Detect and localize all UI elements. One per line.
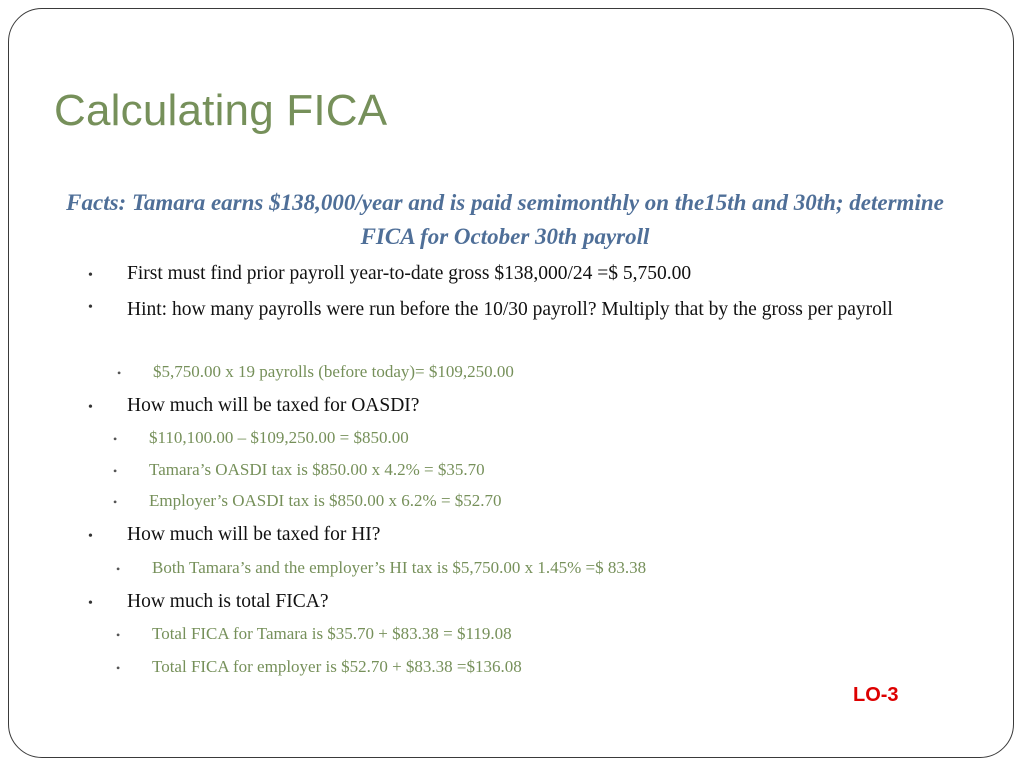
sub-bullet-text: Total FICA for Tamara is $35.70 + $83.38 = $119.08 <box>152 624 512 643</box>
sub-bullet-item <box>113 491 502 511</box>
learning-objective-tag: LO-3 <box>853 684 899 706</box>
bullet-text: How much will be taxed for HI? <box>127 524 381 545</box>
slide-title: Calculating FICA <box>54 86 388 135</box>
bullet-dot-icon: • <box>113 464 118 478</box>
sub-bullet-text: $5,750.00 x 19 payrolls (before today)= $109,250.00 <box>153 362 514 381</box>
sub-bullet-text: Tamara’s OASDI tax is $850.00 x 4.2% = $35.70 <box>149 460 485 479</box>
sub-bullet-item <box>113 428 409 448</box>
sub-bullet-text: $110,100.00 – $109,250.00 = $850.00 <box>149 428 409 447</box>
bullet-dot-icon: • <box>88 268 93 283</box>
bullet-dot-icon: • <box>117 366 122 380</box>
sub-bullet-item <box>117 362 514 382</box>
sub-bullet-item <box>113 460 485 480</box>
bullet-dot-icon: • <box>88 400 93 415</box>
bullet-dot-icon: • <box>88 596 93 611</box>
bullet-dot-icon: • <box>88 529 93 544</box>
bullet-text: How much is total FICA? <box>127 591 329 612</box>
bullet-dot-icon: • <box>116 562 121 576</box>
bullet-item <box>88 263 692 285</box>
bullet-dot-icon: • <box>113 432 118 446</box>
sub-bullet-item <box>116 657 522 677</box>
bullet-item <box>88 395 420 417</box>
sub-bullet-text: Employer’s OASDI tax is $850.00 x 6.2% = $52.70 <box>149 491 502 510</box>
sub-bullet-text: Both Tamara’s and the employer’s HI tax is $5,750.00 x 1.45% =$ 83.38 <box>152 558 647 577</box>
bullet-item <box>88 295 942 324</box>
sub-bullet-item <box>116 558 647 578</box>
bullet-dot-icon: • <box>88 300 93 315</box>
bullet-item <box>88 591 329 613</box>
sub-bullet-text: Total FICA for employer is $52.70 + $83.38 =$136.08 <box>152 657 522 676</box>
bullet-text: How much will be taxed for OASDI? <box>127 395 420 416</box>
bullet-dot-icon: • <box>116 661 121 675</box>
bullet-text: Hint: how many payrolls were run before the 10/30 payroll? Multiply that by the gross per payroll <box>127 299 893 320</box>
facts-statement: Facts: Tamara earns $138,000/year and is paid semimonthly on the15th and 30th; determine FICA for October 30th payroll <box>66 190 944 249</box>
bullet-item <box>88 524 381 546</box>
bullet-text: First must find prior payroll year-to-date gross $138,000/24 =$ 5,750.00 <box>127 263 692 284</box>
bullet-dot-icon: • <box>116 628 121 642</box>
sub-bullet-item <box>116 624 512 644</box>
bullet-dot-icon: • <box>113 495 118 509</box>
